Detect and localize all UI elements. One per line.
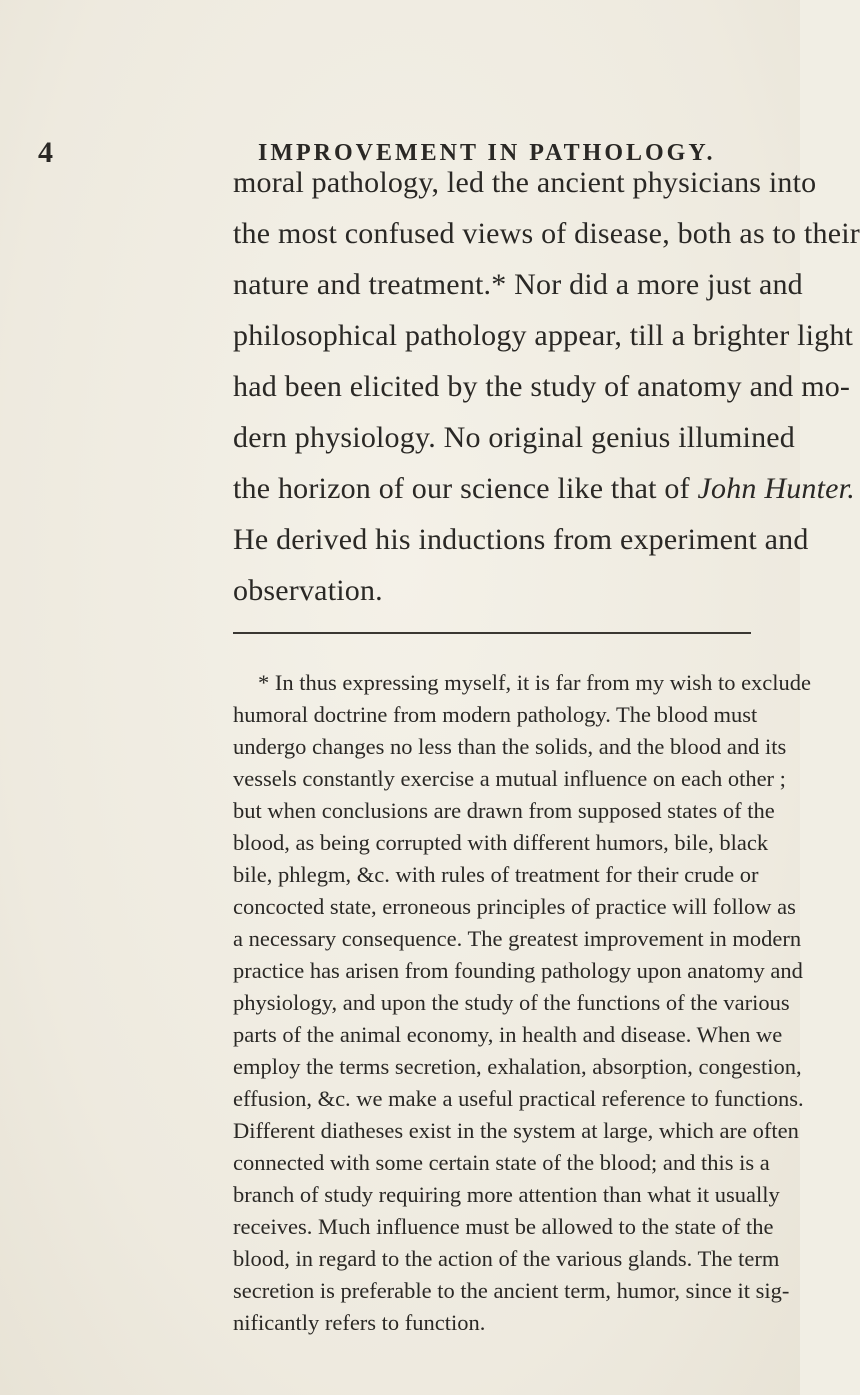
footnote-line: blood, in regard to the action of the various glands. The term bbox=[233, 1246, 780, 1271]
footnote-line: employ the terms secretion, exhalation, absorption, congestion, bbox=[233, 1054, 802, 1079]
italic-name: John Hunter. bbox=[697, 472, 855, 505]
page-number: 4 bbox=[38, 136, 53, 169]
footnote-line: * In thus expressing myself, it is far from my wish to exclude bbox=[258, 670, 812, 695]
footnote-line: effusion, &c. we make a useful practical reference to functions. bbox=[233, 1086, 804, 1111]
body-line: philosophical pathology appear, till a brighter light bbox=[233, 319, 854, 352]
footnote-line: receives. Much influence must be allowed to the state of the bbox=[233, 1214, 774, 1239]
body-line: the most confused views of disease, both as to their bbox=[233, 217, 860, 250]
footnote-line: but when conclusions are drawn from supposed states of the bbox=[233, 798, 775, 823]
body-line: He derived his inductions from experiment and bbox=[233, 523, 809, 556]
footnote-line: practice has arisen from founding pathology upon anatomy and bbox=[233, 958, 803, 983]
body-line-with-name bbox=[233, 469, 855, 509]
footnote-line: Different diatheses exist in the system at large, which are often bbox=[233, 1118, 799, 1143]
footnote-line: vessels constantly exercise a mutual influence on each other ; bbox=[233, 766, 786, 791]
body-line: moral pathology, led the ancient physicians into bbox=[233, 166, 817, 199]
body-line-text: the horizon of our science like that of bbox=[233, 472, 698, 505]
footnote-line-last: nificantly refers to function. bbox=[233, 1310, 486, 1335]
body-line: dern physiology. No original genius illumined bbox=[233, 421, 795, 454]
body-line: had been elicited by the study of anatomy and mo- bbox=[233, 370, 851, 403]
footnote-line: humoral doctrine from modern pathology. The blood must bbox=[233, 702, 758, 727]
footnote-rule bbox=[233, 632, 751, 634]
footnote-line: parts of the animal economy, in health and disease. When we bbox=[233, 1022, 783, 1047]
footnote-line: bile, phlegm, &c. with rules of treatment for their crude or bbox=[233, 862, 759, 887]
footnote-line: connected with some certain state of the blood; and this is a bbox=[233, 1150, 770, 1175]
footnote-line: blood, as being corrupted with different humors, bile, black bbox=[233, 830, 769, 855]
footnote-line: undergo changes no less than the solids, and the blood and its bbox=[233, 734, 787, 759]
body-line: nature and treatment.* Nor did a more just and bbox=[233, 268, 803, 301]
footnote-line: a necessary consequence. The greatest improvement in modern bbox=[233, 926, 802, 951]
body-line-last: observation. bbox=[233, 574, 383, 607]
footnote-line: secretion is preferable to the ancient term, humor, since it sig- bbox=[233, 1278, 790, 1303]
footnote-line: concocted state, erroneous principles of practice will follow as bbox=[233, 894, 796, 919]
footnote-line: branch of study requiring more attention than what it usually bbox=[233, 1182, 780, 1207]
running-title: IMPROVEMENT IN PATHOLOGY. bbox=[258, 140, 716, 166]
footnote-line: physiology, and upon the study of the functions of the various bbox=[233, 990, 790, 1015]
